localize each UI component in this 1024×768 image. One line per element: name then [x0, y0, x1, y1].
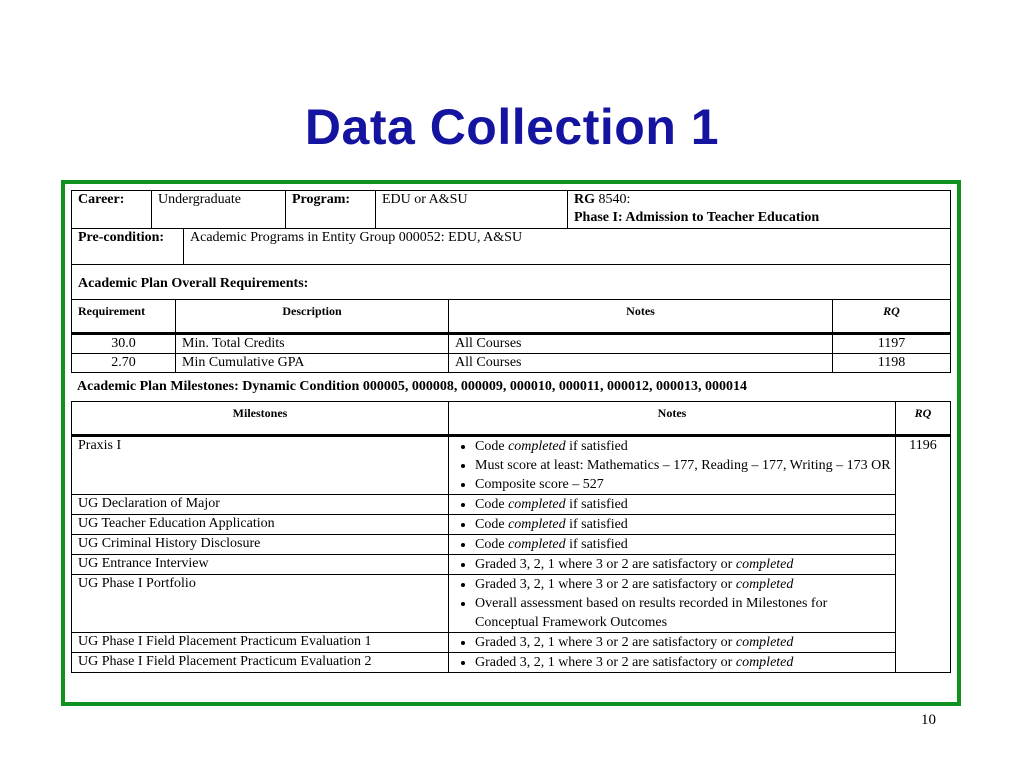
notes-list	[451, 495, 891, 514]
milestone-name: Praxis I	[72, 436, 449, 495]
requirements-document	[71, 190, 951, 673]
table-row	[72, 436, 951, 495]
requirement-value: 30.0	[72, 334, 176, 354]
document-frame	[61, 180, 961, 706]
rg-cell	[568, 191, 951, 229]
milestones-heading: Academic Plan Milestones: Dynamic Condition 000005, 000008, 000009, 000010, 000011, 000012, 000013, 000014	[77, 379, 748, 394]
note-text: if satisfied	[565, 517, 628, 532]
note-text: Graded 3, 2, 1 where 3 or 2 are satisfactory or	[475, 635, 736, 650]
milestone-name: UG Criminal History Disclosure	[72, 535, 449, 555]
precondition-value: Academic Programs in Entity Group 000052: EDU, A&SU	[184, 229, 951, 265]
career-label: Career:	[72, 191, 152, 229]
notes-list	[451, 653, 891, 672]
table-row	[72, 575, 951, 633]
rq-value: 1198	[833, 354, 951, 373]
table-row	[72, 334, 951, 354]
precondition-table	[71, 228, 951, 265]
table-row	[72, 633, 951, 653]
note-emphasis: completed	[735, 557, 794, 572]
note-emphasis: completed	[735, 655, 794, 670]
rq-value: 1197	[833, 334, 951, 354]
note-item	[475, 594, 891, 632]
note-text: Code	[475, 537, 509, 552]
rg-value: 8540:	[598, 192, 631, 207]
description-value: Min Cumulative GPA	[176, 354, 449, 373]
col-milestones: Milestones	[72, 402, 449, 436]
note-text: Code	[475, 439, 509, 454]
milestone-notes	[449, 515, 896, 535]
overall-requirements-table	[71, 299, 951, 373]
table-row	[72, 515, 951, 535]
milestone-notes	[449, 575, 896, 633]
program-label: Program:	[286, 191, 376, 229]
overall-heading-row	[71, 264, 951, 300]
header-table	[71, 190, 951, 229]
note-text: Graded 3, 2, 1 where 3 or 2 are satisfactory or	[475, 577, 736, 592]
milestone-name: UG Phase I Field Placement Practicum Evaluation 1	[72, 633, 449, 653]
note-item	[475, 575, 891, 594]
notes-list	[451, 515, 891, 534]
milestone-notes	[449, 633, 896, 653]
note-item	[475, 437, 891, 456]
notes-value: All Courses	[449, 354, 833, 373]
note-text: Graded 3, 2, 1 where 3 or 2 are satisfactory or	[475, 557, 736, 572]
col-description: Description	[176, 300, 449, 334]
col-notes: Notes	[449, 300, 833, 334]
note-text: if satisfied	[565, 497, 628, 512]
milestones-body	[72, 436, 951, 673]
notes-list	[451, 575, 891, 632]
note-item	[475, 495, 891, 514]
milestone-notes	[449, 653, 896, 673]
milestone-name: UG Phase I Field Placement Practicum Evaluation 2	[72, 653, 449, 673]
note-emphasis: completed	[508, 497, 566, 512]
col-notes: Notes	[449, 402, 896, 436]
table-row	[72, 495, 951, 515]
col-requirement: Requirement	[72, 300, 176, 334]
notes-list	[451, 437, 891, 494]
note-text: if satisfied	[565, 439, 628, 454]
milestones-table	[71, 401, 951, 673]
milestones-heading-row	[71, 373, 951, 401]
description-value: Min. Total Credits	[176, 334, 449, 354]
milestone-name: UG Entrance Interview	[72, 555, 449, 575]
notes-value: All Courses	[449, 334, 833, 354]
notes-list	[451, 633, 891, 652]
col-rq: RQ	[896, 402, 951, 436]
phase-title: Phase I: Admission to Teacher Education	[574, 210, 820, 225]
milestone-name: UG Phase I Portfolio	[72, 575, 449, 633]
milestone-notes	[449, 555, 896, 575]
note-item	[475, 515, 891, 534]
col-rq: RQ	[833, 300, 951, 334]
notes-list	[451, 535, 891, 554]
milestone-notes	[449, 495, 896, 515]
rg-label: RG	[574, 192, 595, 207]
career-value: Undergraduate	[152, 191, 286, 229]
note-item	[475, 633, 891, 652]
note-text: Graded 3, 2, 1 where 3 or 2 are satisfactory or	[475, 655, 736, 670]
note-text: Overall assessment based on results recorded in Milestones for Conceptual Framework Outcomes	[475, 596, 828, 630]
note-text: Code	[475, 517, 509, 532]
note-item	[475, 535, 891, 554]
table-row	[72, 555, 951, 575]
note-emphasis: completed	[735, 577, 794, 592]
milestone-name: UG Declaration of Major	[72, 495, 449, 515]
requirement-value: 2.70	[72, 354, 176, 373]
note-text: Composite score – 527	[475, 477, 604, 492]
milestone-name: UG Teacher Education Application	[72, 515, 449, 535]
precondition-label: Pre-condition:	[72, 229, 184, 265]
milestone-notes	[449, 436, 896, 495]
note-item	[475, 456, 891, 475]
note-emphasis: completed	[735, 635, 794, 650]
note-emphasis: completed	[508, 439, 566, 454]
note-emphasis: completed	[508, 517, 566, 532]
note-text: Must score at least: Mathematics – 177, Reading – 177, Writing – 173 OR	[475, 458, 891, 473]
note-item	[475, 475, 891, 494]
slide-title: Data Collection 1	[304, 99, 720, 155]
note-text: Code	[475, 497, 509, 512]
note-text: if satisfied	[565, 537, 628, 552]
rq-value: 1196	[896, 436, 951, 673]
program-value: EDU or A&SU	[376, 191, 568, 229]
table-row	[72, 653, 951, 673]
table-row	[72, 535, 951, 555]
table-row	[72, 354, 951, 373]
note-item	[475, 653, 891, 672]
overall-heading: Academic Plan Overall Requirements:	[78, 276, 309, 291]
page-number: 10	[921, 712, 936, 728]
note-emphasis: completed	[508, 537, 566, 552]
notes-list	[451, 555, 891, 574]
milestone-notes	[449, 535, 896, 555]
note-item	[475, 555, 891, 574]
